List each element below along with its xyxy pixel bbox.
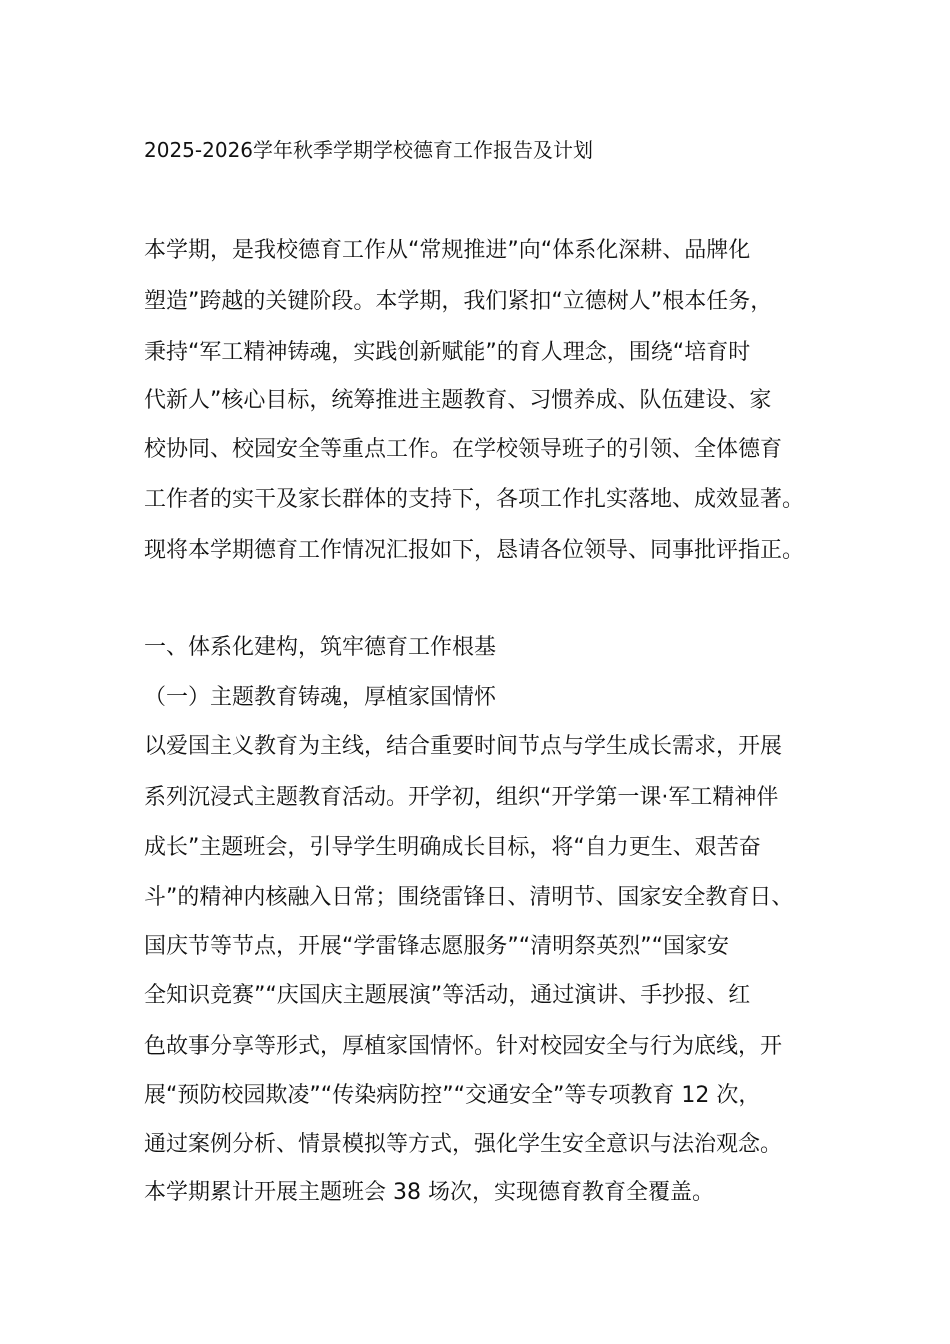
body-line: 通过案例分析、情景模拟等方式，强化学生安全意识与法治观念。 [144, 1132, 783, 1157]
intro-line: 工作者的实干及家长群体的支持下，各项工作扎实落地、成效显著。 [144, 487, 805, 512]
body-line: 系列沉浸式主题教育活动。开学初，组织“开学第一课·军工精神伴 [144, 785, 779, 810]
intro-line: 本学期，是我校德育工作从“常规推进”向“体系化深耕、品牌化 [144, 238, 751, 263]
body-line: 国庆节等节点，开展“学雷锋志愿服务”“清明祭英烈”“国家安 [144, 934, 729, 959]
subsection-heading: （一）主题教育铸魂，厚植家国情怀 [144, 685, 497, 710]
intro-line: 代新人”核心目标，统筹推进主题教育、习惯养成、队伍建设、家 [144, 388, 772, 413]
body-line: 色故事分享等形式，厚植家国情怀。针对校园安全与行为底线，开 [144, 1034, 783, 1059]
intro-line: 秉持“军工精神铸魂，实践创新赋能”的育人理念，围绕“培育时 [144, 340, 751, 365]
body-line: 展“预防校园欺凌”“传染病防控”“交通安全”等专项教育 12 次， [144, 1083, 761, 1108]
intro-line: 现将本学期德育工作情况汇报如下，恳请各位领导、同事批评指正。 [144, 538, 805, 563]
section-heading: 一、体系化建构，筑牢德育工作根基 [144, 635, 497, 660]
body-line: 全知识竞赛”“庆国庆主题展演”等活动，通过演讲、手抄报、红 [144, 983, 751, 1008]
body-line: 以爱国主义教育为主线，结合重要时间节点与学生成长需求，开展 [144, 734, 783, 759]
document-title: 2025-2026学年秋季学期学校德育工作报告及计划 [144, 138, 594, 162]
body-line: 成长”主题班会，引导学生明确成长目标，将“自力更生、艰苦奋 [144, 835, 761, 860]
intro-line: 校协同、校园安全等重点工作。在学校领导班子的引领、全体德育 [144, 437, 783, 462]
body-line: 本学期累计开展主题班会 38 场次，实现德育教育全覆盖。 [144, 1180, 714, 1205]
body-line: 斗”的精神内核融入日常；围绕雷锋日、清明节、国家安全教育日、 [144, 885, 794, 910]
intro-line: 塑造”跨越的关键阶段。本学期，我们紧扣“立德树人”根本任务， [144, 289, 773, 314]
